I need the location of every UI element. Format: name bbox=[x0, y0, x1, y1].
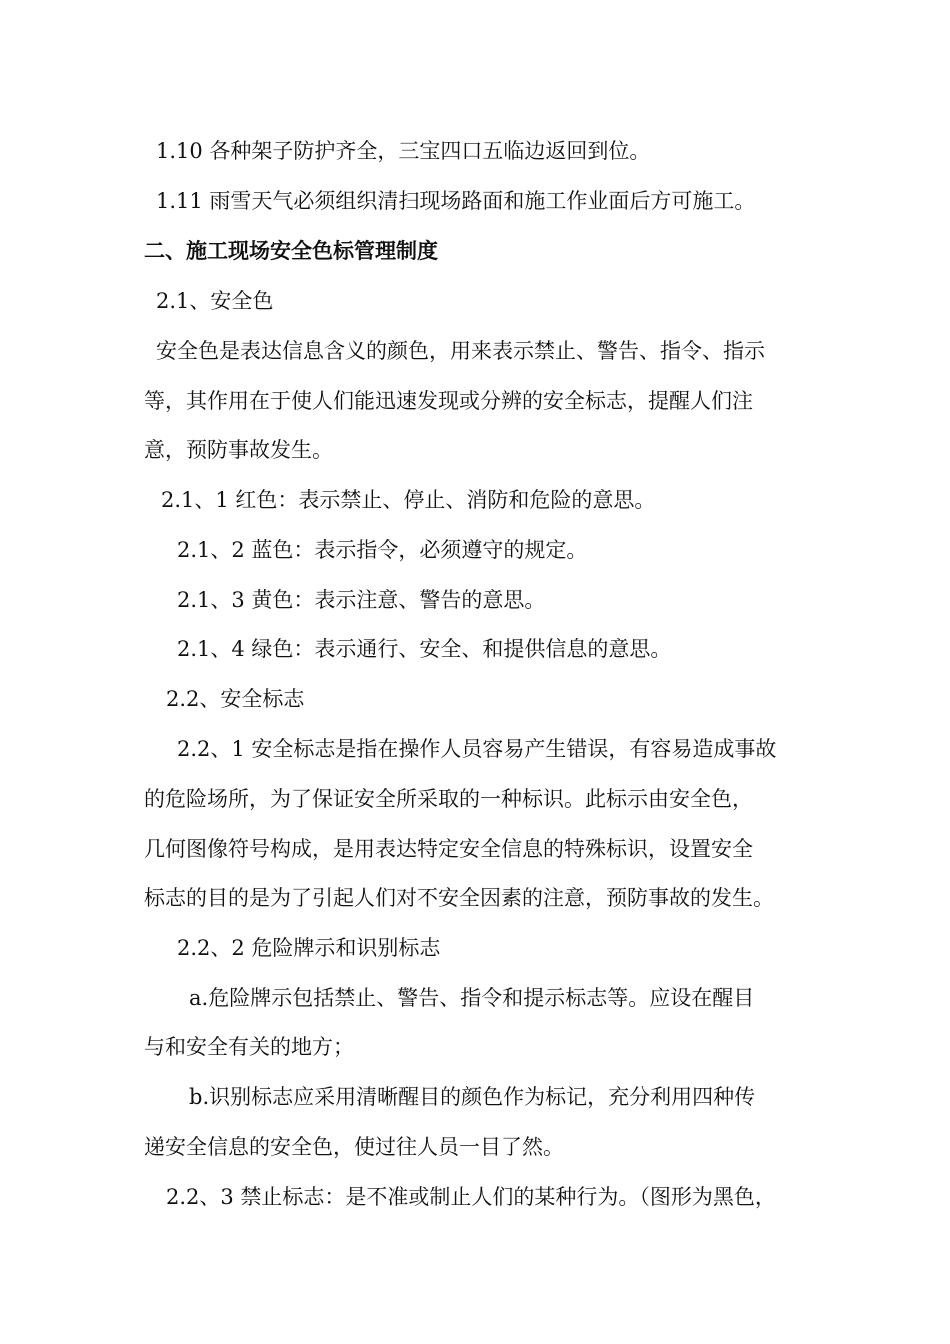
item-2-2-3: 2.2、3 禁止标志：是不准或制止人们的某种行为。（图形为黑色， bbox=[166, 1185, 776, 1209]
paragraph-line: 的危险场所，为了保证安全所采取的一种标识。此标示由安全色， bbox=[144, 787, 753, 811]
paragraph-line: 几何图像符号构成，是用表达特定安全信息的特殊标识，设置安全 bbox=[144, 837, 753, 861]
paragraph-line: 等，其作用在于使人们能迅速发现或分辨的安全标志，提醒人们注 bbox=[144, 389, 753, 413]
paragraph-line: 与和安全有关的地方； bbox=[144, 1035, 354, 1059]
item-2-1-3: 2.1、3 黄色：表示注意、警告的意思。 bbox=[177, 588, 546, 612]
paragraph-line: 递安全信息的安全色，使过往人员一目了然。 bbox=[144, 1135, 564, 1159]
paragraph-line: b.识别标志应采用清晰醒目的颜色作为标记，充分利用四种传 bbox=[189, 1085, 756, 1109]
paragraph-line: 安全色是表达信息含义的颜色，用来表示禁止、警告、指令、指示 bbox=[156, 339, 765, 363]
subheading-2-2: 2.2、安全标志 bbox=[166, 687, 305, 711]
item-2-2-2: 2.2、2 危险牌示和识别标志 bbox=[177, 936, 441, 960]
paragraph-line: 2.2、1 安全标志是指在操作人员容易产生错误，有容易造成事故 bbox=[177, 737, 777, 761]
item-2-1-2: 2.1、2 蓝色：表示指令，必须遵守的规定。 bbox=[177, 538, 588, 562]
paragraph-line: 意，预防事故发生。 bbox=[144, 438, 333, 462]
item-1-11: 1.11 雨雪天气必须组织清扫现场路面和施工作业面后方可施工。 bbox=[156, 189, 756, 213]
section-heading-2: 二、施工现场安全色标管理制度 bbox=[144, 239, 438, 263]
paragraph-line: 标志的目的是为了引起人们对不安全因素的注意，预防事故的发生。 bbox=[144, 886, 774, 910]
item-2-1-4: 2.1、4 绿色：表示通行、安全、和提供信息的意思。 bbox=[177, 637, 672, 661]
paragraph-line: a.危险牌示包括禁止、警告、指令和提示标志等。应设在醒目 bbox=[189, 986, 755, 1010]
subheading-2-1: 2.1、安全色 bbox=[156, 289, 274, 313]
item-2-1-1: 2.1、1 红色：表示禁止、停止、消防和危险的意思。 bbox=[161, 488, 656, 512]
item-1-10: 1.10 各种架子防护齐全，三宝四口五临边返回到位。 bbox=[156, 139, 651, 163]
